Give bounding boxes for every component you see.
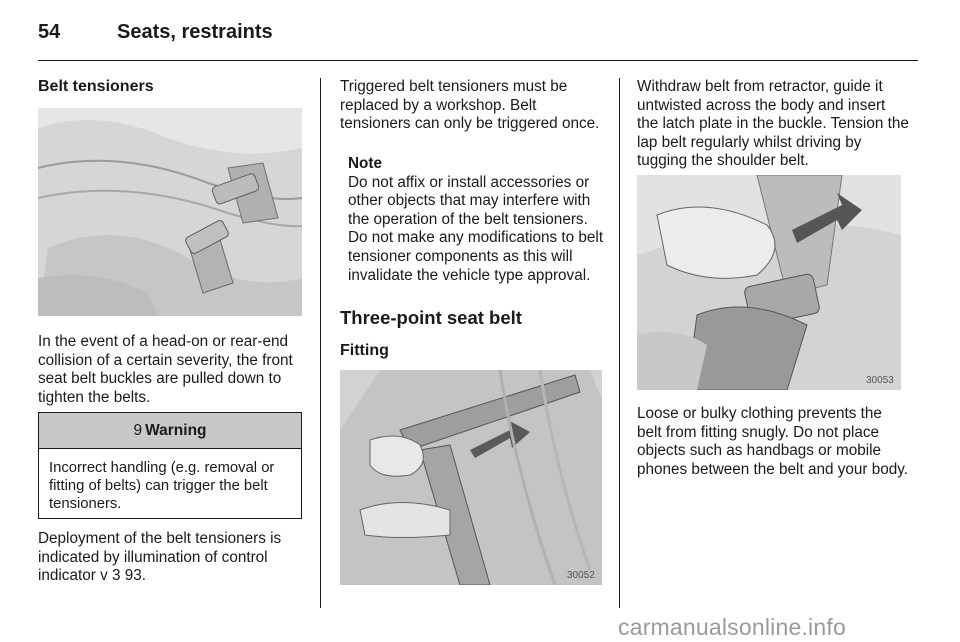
page-ref-link[interactable]: 93. — [124, 567, 147, 585]
belt-tensioners-heading: Belt tensioners — [38, 78, 154, 95]
header-rule — [38, 60, 918, 61]
fitting-figure — [340, 370, 602, 585]
belt-fitting-illustration — [340, 370, 602, 585]
warning-title: Warning — [145, 421, 207, 439]
warning-box — [38, 412, 302, 519]
belt-buckle-illustration — [38, 108, 302, 316]
buckle-figure — [637, 175, 901, 390]
belt-tensioner-figure — [38, 108, 302, 316]
warning-icon: 9 — [133, 421, 143, 439]
belt-indicator-icon: v — [100, 567, 108, 585]
page-number: 54 — [38, 21, 61, 43]
triggered-paragraph: Triggered belt tensioners must be replaced by a workshop. Belt tensioners can only be triggered once. — [340, 78, 600, 133]
warning-body: Incorrect handling (e.g. removal or fitting of belts) can trigger the belt tensioners. — [49, 460, 275, 512]
withdraw-paragraph: Withdraw belt from retractor, guide it untwisted across the body and insert the latch plate in the buckle. Tension the lap belt regularly whilst driving by tugging the shoulder belt. — [637, 78, 909, 170]
belt-tensioner-paragraph: In the event of a head-on or rear-end collision of a certain severity, the front seat belt buckles are pulled down to tighten the belts. — [38, 333, 293, 406]
figure-code: 30052 — [567, 570, 595, 581]
deployment-text: Deployment of the belt tensioners is indicated by illumination of control indicator — [38, 530, 282, 585]
fitting-subheading: Fitting — [340, 342, 389, 359]
note-body: Do not affix or install accessories or other objects that may interfere with the operation of the belt tensioners. Do not make any modifications to belt tensioner components as this will invalidate the vehicle type approval. — [348, 173, 604, 284]
watermark: carmanualsonline.info — [618, 614, 846, 640]
column-divider — [320, 78, 321, 608]
page-ref-arrow-icon: 3 — [111, 567, 121, 585]
note-title: Note — [348, 155, 382, 172]
clothing-paragraph: Loose or bulky clothing prevents the belt from fitting snugly. Do not place objects such as handbags or mobile phones between the belt and your body. — [637, 405, 909, 478]
column-divider — [619, 78, 620, 608]
three-point-belt-heading: Three-point seat belt — [340, 307, 522, 328]
warning-header — [39, 413, 301, 449]
section-title: Seats, restraints — [117, 21, 273, 43]
deployment-paragraph — [38, 530, 304, 586]
latch-plate-illustration — [637, 175, 901, 390]
figure-code: 30053 — [866, 375, 894, 386]
